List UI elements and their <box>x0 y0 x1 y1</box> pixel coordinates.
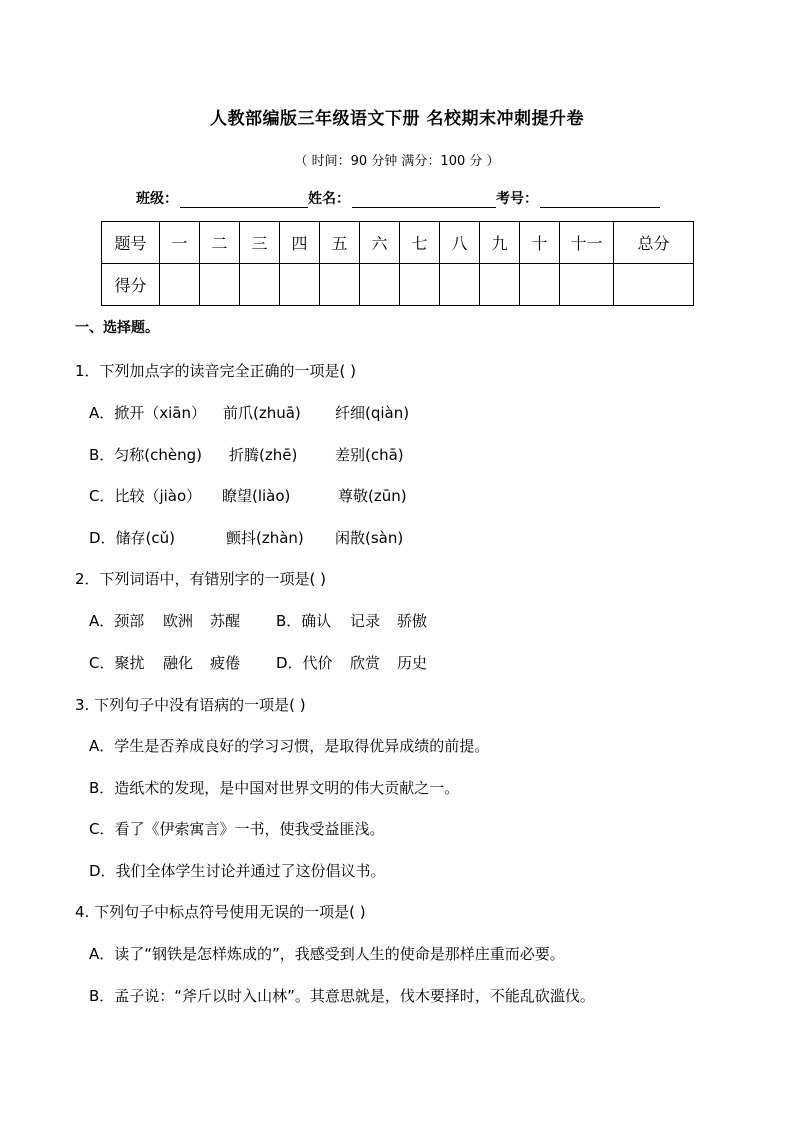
column-header: 十一 <box>560 222 614 264</box>
option-part: 尊敬(zūn) <box>338 487 407 505</box>
score-table-score-row <box>102 264 694 306</box>
question-number-label: 题号 <box>102 222 160 264</box>
score-cell[interactable] <box>160 264 200 306</box>
name-field[interactable] <box>352 189 496 208</box>
total-score-header: 总分 <box>614 222 694 264</box>
option-part: B．确认 <box>276 612 332 630</box>
column-header: 十 <box>520 222 560 264</box>
score-row-label: 得分 <box>102 264 160 306</box>
option-part: D．代价 <box>276 654 333 672</box>
question-2-options-ab[interactable] <box>89 610 427 631</box>
question-3-stem: 3. 下列句子中没有语病的一项是( ) <box>75 696 306 714</box>
exam-number-field[interactable] <box>540 189 660 208</box>
column-header: 七 <box>400 222 440 264</box>
option-part: A．颈部 <box>89 612 145 630</box>
question-1-option-a[interactable] <box>89 402 409 423</box>
question-4-stem: 4. 下列句子中标点符号使用无误的一项是( ) <box>75 903 366 921</box>
class-field[interactable] <box>180 189 308 208</box>
score-cell[interactable] <box>400 264 440 306</box>
column-header: 四 <box>280 222 320 264</box>
option-part: 折腾(zhē) <box>229 446 298 464</box>
question-1-option-d[interactable] <box>89 527 403 548</box>
option-part: 瞭望(liào) <box>222 487 291 505</box>
option-part: 闲散(sàn) <box>335 529 404 547</box>
total-score-cell[interactable] <box>614 264 694 306</box>
score-cell[interactable] <box>280 264 320 306</box>
question-2-options-cd[interactable] <box>89 652 427 673</box>
page-title: 人教部编版三年级语文下册 名校期末冲刺提升卷 <box>210 109 584 129</box>
question-1-stem: 1．下列加点字的读音完全正确的一项是( ) <box>75 362 357 380</box>
question-3-option-a[interactable]: A．学生是否养成良好的学习习惯，是取得优异成绩的前提。 <box>89 737 490 755</box>
column-header: 二 <box>200 222 240 264</box>
option-part: 差别(chā) <box>335 446 404 464</box>
column-header: 五 <box>320 222 360 264</box>
score-cell[interactable] <box>320 264 360 306</box>
score-cell[interactable] <box>560 264 614 306</box>
option-part: 欣赏 <box>350 654 381 672</box>
score-cell[interactable] <box>200 264 240 306</box>
column-header: 六 <box>360 222 400 264</box>
score-cell[interactable] <box>480 264 520 306</box>
option-part: 纤细(qiàn) <box>335 404 410 422</box>
section-heading: 一、选择题。 <box>75 320 159 336</box>
question-1-option-c[interactable] <box>89 485 407 506</box>
score-table <box>101 221 694 306</box>
score-cell[interactable] <box>440 264 480 306</box>
question-4-option-a[interactable]: A．读了“钢铁是怎样炼成的”，我感受到人生的使命是那样庄重而必要。 <box>89 945 565 963</box>
score-cell[interactable] <box>240 264 280 306</box>
question-1-option-b[interactable] <box>89 444 404 465</box>
option-part: 欧洲 <box>163 612 194 630</box>
score-cell[interactable] <box>360 264 400 306</box>
option-part: 前爪(zhuā) <box>223 404 301 422</box>
column-header: 八 <box>440 222 480 264</box>
option-part: C．聚扰 <box>89 654 145 672</box>
option-part: B．匀称(chèng) <box>89 446 203 464</box>
question-3-option-c[interactable]: C．看了《伊索寓言》一书，使我受益匪浅。 <box>89 820 385 838</box>
score-cell[interactable] <box>520 264 560 306</box>
score-table-header-row <box>102 222 694 264</box>
option-part: 记录 <box>350 612 381 630</box>
column-header: 九 <box>480 222 520 264</box>
option-part: 疲倦 <box>210 654 241 672</box>
option-part: 苏醒 <box>210 612 241 630</box>
column-header: 三 <box>240 222 280 264</box>
column-header: 一 <box>160 222 200 264</box>
student-info-row <box>136 188 660 208</box>
question-3-option-b[interactable]: B．造纸术的发现，是中国对世界文明的伟大贡献之一。 <box>89 779 460 797</box>
name-label: 姓名： <box>308 191 350 207</box>
question-3-option-d[interactable]: D．我们全体学生讨论并通过了这份倡议书。 <box>89 862 386 880</box>
option-part: C．比较（jiào） <box>89 487 202 505</box>
option-part: 骄傲 <box>397 612 428 630</box>
exam-number-label: 考号： <box>496 191 538 207</box>
option-part: 融化 <box>163 654 194 672</box>
option-part: 历史 <box>397 654 428 672</box>
option-part: 颤抖(zhàn) <box>226 529 304 547</box>
class-label: 班级： <box>136 191 178 207</box>
option-part: A．掀开（xiān） <box>89 404 207 422</box>
question-2-stem: 2．下列词语中，有错别字的一项是( ) <box>75 570 327 588</box>
exam-time-and-score: （ 时间：90 分钟 满分：100 分 ） <box>294 154 500 169</box>
option-part: D．储存(cǔ) <box>89 529 176 547</box>
question-4-option-b[interactable]: B．孟子说：“斧斤以时入山林”。其意思就是，伐木要择时，不能乱砍滥伐。 <box>89 987 595 1005</box>
